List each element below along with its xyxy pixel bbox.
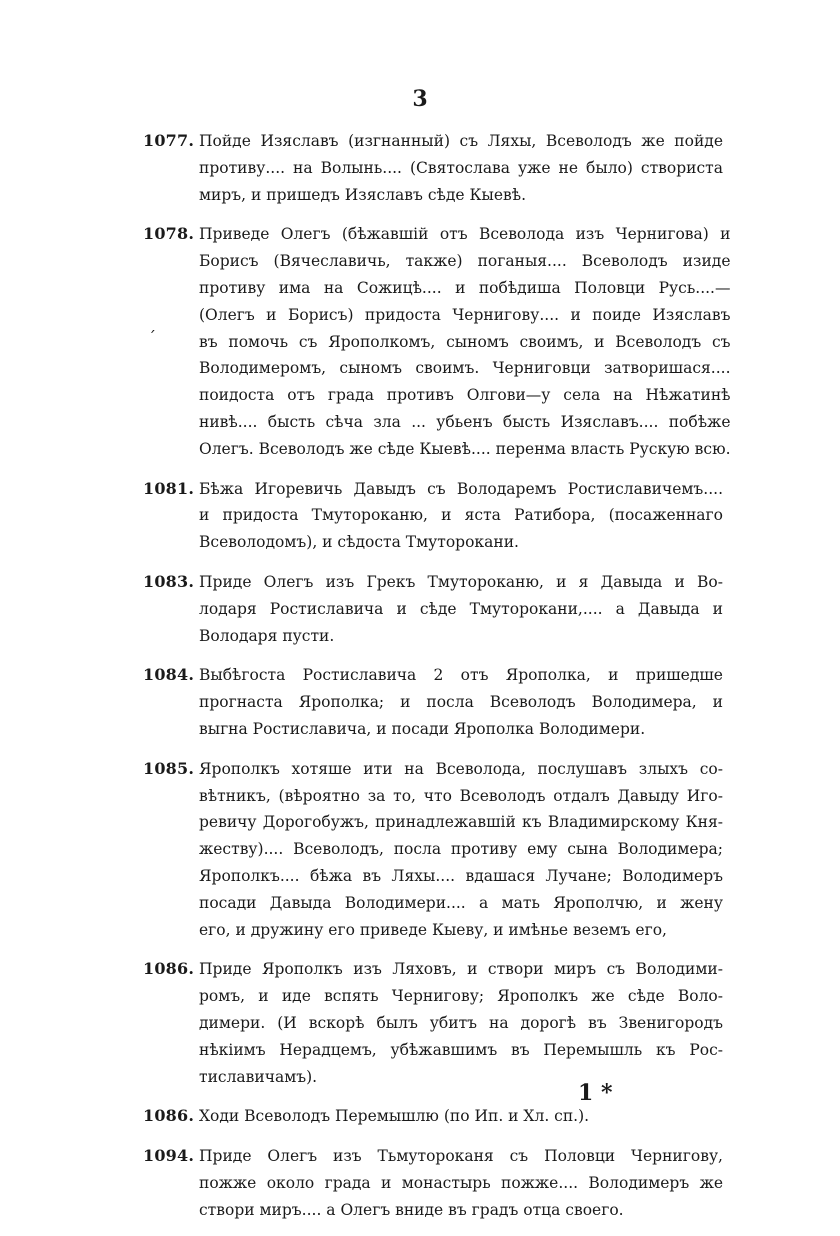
page-number: 3 bbox=[412, 86, 428, 112]
chronicle-entry bbox=[143, 476, 723, 556]
entry-line: Борисъ (Вячеславичь, также) поганыя.... Всеволодъ изиде bbox=[199, 252, 731, 271]
entry-year: 1081. bbox=[143, 478, 195, 498]
entry-line: створи миръ.... а Олегъ вниде въ градъ отца своего. bbox=[199, 1200, 624, 1219]
entry-line: Володимеромъ, сыномъ своимъ. Черниговци затворишася.... bbox=[199, 359, 731, 378]
entry-line: въ помочь съ Ярополкомъ, сыномъ своимъ, и Всеволодъ съ bbox=[199, 332, 731, 351]
entry-line: посади Давыда Володимери.... а мать Ярополчю, и жену bbox=[199, 893, 723, 912]
entry-line: димери. (И вскорѣ былъ убитъ на дорогѣ въ Звенигородъ bbox=[199, 1013, 723, 1032]
entry-text bbox=[199, 221, 731, 462]
margin-mark: ˊ bbox=[148, 328, 156, 347]
entry-text bbox=[199, 476, 723, 556]
entry-line: тиславичамъ). bbox=[199, 1067, 318, 1086]
entry-line: Приде Ярополкъ изъ Ляховъ, и створи миръ съ Володими- bbox=[199, 960, 723, 979]
entry-line: Всеволодомъ), и сѣдоста Тмуторокани. bbox=[199, 533, 519, 552]
entry-line: Ярополкъ хотяше ити на Всеволода, послушавъ злыхъ со- bbox=[199, 759, 723, 778]
entry-line: поидоста отъ града противъ Олгови—у села на Нѣжатинѣ bbox=[199, 386, 731, 405]
entry-line: противу.... на Волынь.... (Святослава уже не было) створиста bbox=[199, 158, 723, 177]
entry-line: выгна Ростиславича, и посади Ярополка Володимери. bbox=[199, 719, 646, 738]
entry-line: Приде Олегъ изъ Грекъ Тмутороканю, и я Давыда и Во- bbox=[199, 572, 723, 591]
entry-text bbox=[199, 956, 723, 1090]
chronicle-entry bbox=[143, 662, 723, 742]
chronicle-entry bbox=[143, 756, 723, 944]
entry-line: нивѣ.... бысть сѣча зла ... убьенъ бысть Изяславъ.... побѣже bbox=[199, 412, 731, 431]
entry-year: 1094. bbox=[143, 1146, 195, 1166]
entry-year: 1086. bbox=[143, 959, 195, 979]
entry-text bbox=[199, 569, 723, 649]
entry-line: миръ, и пришедъ Изяславъ сѣде Кыевѣ. bbox=[199, 185, 526, 204]
entry-text bbox=[199, 128, 723, 208]
entry-line: противу има на Сожицѣ.... и побѣдиша Половци Русь....— bbox=[199, 278, 731, 297]
entry-line: Пойде Изяславъ (изгнанный) съ Ляхы, Всеволодъ же пойде bbox=[199, 132, 723, 150]
entry-line: Володаря пусти. bbox=[199, 626, 335, 645]
entry-line: (Олегъ и Борисъ) придоста Чернигову.... и поиде Изяславъ bbox=[199, 305, 731, 324]
entry-line: и придоста Тмутороканю, и яста Ратибора, (посаженнаго bbox=[199, 506, 723, 525]
entry-line: Приде Олегъ изъ Тьмутороканя съ Половци Чернигову, bbox=[199, 1147, 723, 1166]
entry-line: Ярополкъ.... бѣжа въ Ляхы.... вдашася Лучане; Володимеръ bbox=[199, 866, 723, 885]
entry-line: вѣтникъ, (вѣроятно за то, что Всеволодъ отдалъ Давыду Иго- bbox=[199, 786, 723, 805]
entry-text bbox=[199, 1103, 723, 1130]
signature-mark: 1 * bbox=[578, 1080, 613, 1106]
entry-line: Приведе Олегъ (бѣжавшій отъ Всеволода изъ Чернигова) и bbox=[199, 225, 731, 244]
entry-year: 1078. bbox=[143, 224, 195, 244]
chronicle-entry bbox=[143, 956, 723, 1090]
entry-text bbox=[199, 662, 723, 742]
entry-year: 1083. bbox=[143, 571, 195, 591]
entry-line: Бѣжа Игоревичь Давыдъ съ Володаремъ Ростиславичемъ.... bbox=[199, 479, 723, 498]
entry-text bbox=[199, 1143, 723, 1223]
entry-line: пожже около града и монастырь пожже.... Володимеръ же bbox=[199, 1173, 723, 1192]
entry-year: 1077. bbox=[143, 131, 195, 150]
entry-line: его, и дружину его приведе Кыеву, и имѣнье веземъ его, bbox=[199, 920, 667, 939]
entry-line: нѣкіимъ Нерадцемъ, убѣжавшимъ въ Перемышль къ Рос- bbox=[199, 1040, 723, 1059]
entry-line: прогнаста Ярополка; и посла Всеволодъ Володимера, и bbox=[199, 693, 723, 712]
entry-line: жеству).... Всеволодъ, посла противу ему сына Володимера; bbox=[199, 840, 723, 859]
entry-line: лодаря Ростиславича и сѣде Тмуторокани,.... а Давыда и bbox=[199, 599, 723, 618]
entry-line: Олегъ. Всеволодъ же сѣде Кыевѣ.... перенма власть Рускую всю. bbox=[199, 439, 731, 458]
entry-year: 1086. bbox=[143, 1106, 195, 1126]
chronicle-entry bbox=[143, 1103, 723, 1130]
entry-text bbox=[199, 756, 723, 944]
entry-year: 1085. bbox=[143, 758, 195, 778]
chronicle-entry bbox=[143, 221, 731, 462]
chronicle-entry bbox=[143, 569, 723, 649]
chronicle-entry bbox=[143, 1143, 723, 1223]
entry-line: Ходи Всеволодъ Перемышлю (по Ип. и Хл. сп.). bbox=[199, 1107, 590, 1126]
entry-year: 1084. bbox=[143, 665, 195, 685]
chronicle-entry bbox=[143, 128, 723, 208]
entry-line: Выбѣгоста Ростиславича 2 отъ Ярополка, и пришедше bbox=[199, 666, 723, 685]
entry-line: ревичу Дорогобужъ, принадлежавшій къ Владимирскому Кня- bbox=[199, 813, 723, 832]
chronicle-entries bbox=[143, 128, 731, 1236]
entry-line: ромъ, и иде вспять Чернигову; Ярополкъ же сѣде Воло- bbox=[199, 987, 723, 1006]
